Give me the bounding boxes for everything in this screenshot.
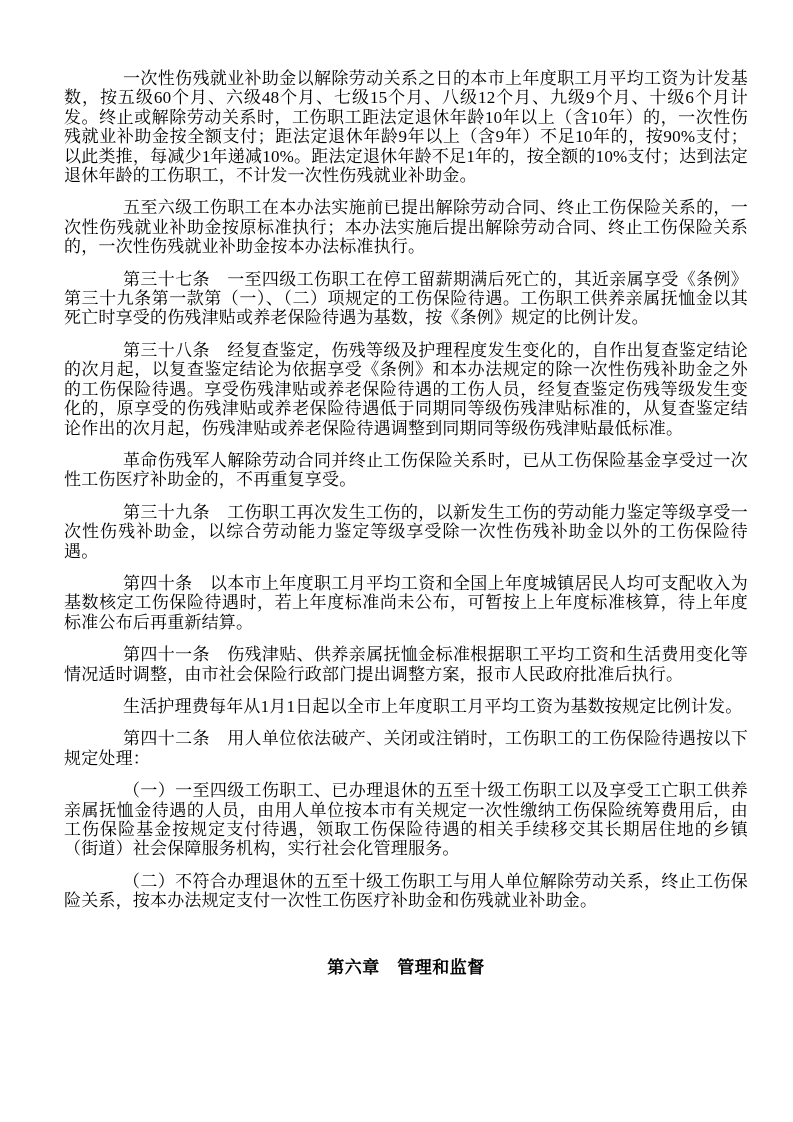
paragraph: 第四十二条 用人单位依法破产、关闭或注销时，工伤职工的工伤保险待遇按以下规定处理： (64, 729, 748, 768)
chapter-heading: 第六章 管理和监督 (327, 957, 485, 977)
paragraph: 一次性伤残就业补助金以解除劳动关系之日的本市上年度职工月平均工资为计发基数，按五级60个月、六级48个月、七级15个月、八级12个月、九级9个月、十级6个月计发。终止或解除劳动关系时，工伤职工距法定退休年龄10年以上（含10年）的，一次性伤残就业补助金按全额支付；距法定退休年龄9年以上（含9年）不足10年的，按90%支付；以此类推，每减少1年递减10%。距法定退休年龄不足1年的，按全额的10%支付；达到法定退休年龄的工伤职工，不计发一次性伤残就业补助金。 (64, 69, 748, 186)
paragraph: 第三十八条 经复查鉴定，伤残等级及护理程度发生变化的，自作出复查鉴定结论的次月起，以复查鉴定结论为依据享受《条例》和本办法规定的除一次性伤残补助金之外的工伤保险待遇。享受伤残津贴或养老保险待遇的工伤人员，经复查鉴定伤残等级发生变化的，原享受的伤残津贴或养老保险待遇低于同期同等级伤残津贴标准的，从复查鉴定结论作出的次月起，伤残津贴或养老保险待遇调整到同期同等级伤残津贴最低标准。 (64, 340, 748, 438)
paragraph: 五至六级工伤职工在本办法实施前已提出解除劳动合同、终止工伤保险关系的，一次性伤残就业补助金按原标准执行；本办法实施后提出解除劳动合同、终止工伤保险关系的，一次性伤残就业补助金按本办法标准执行。 (64, 198, 748, 257)
paragraph: （一）一至四级工伤职工、已办理退休的五至十级工伤职工以及享受工亡职工供养亲属抚恤金待遇的人员，由用人单位按本市有关规定一次性缴纳工伤保险统筹费用后，由工伤保险基金按规定支付待遇，领取工伤保险待遇的相关手续移交其长期居住地的乡镇（街道）社会保障服务机构，实行社会化管理服务。 (64, 781, 748, 859)
paragraph: 第四十一条 伤残津贴、供养亲属抚恤金标准根据职工平均工资和生活费用变化等情况适时调整，由市社会保险行政部门提出调整方案，报市人民政府批准后执行。 (64, 645, 748, 684)
paragraph: 第三十九条 工伤职工再次发生工伤的，以新发生工伤的劳动能力鉴定等级享受一次性伤残补助金，以综合劳动能力鉴定等级享受除一次性伤残补助金以外的工伤保险待遇。 (64, 502, 748, 561)
document-body (64, 69, 748, 911)
paragraph: 生活护理费每年从1月1日起以全市上年度职工月平均工资为基数按规定比例计发。 (123, 696, 743, 716)
paragraph: 第四十条 以本市上年度职工月平均工资和全国上年度城镇居民人均可支配收入为基数核定工伤保险待遇时，若上年度标准尚未公布，可暂按上上年度标准核算，待上年度标准公布后再重新结算。 (64, 573, 748, 632)
paragraph: （二）不符合办理退休的五至十级工伤职工与用人单位解除劳动关系，终止工伤保险关系，按本办法规定支付一次性工伤医疗补助金和伤残就业补助金。 (64, 871, 748, 911)
paragraph: 革命伤残军人解除劳动合同并终止工伤保险关系时，已从工伤保险基金享受过一次性工伤医疗补助金的，不再重复享受。 (64, 450, 748, 490)
paragraph: 第三十七条 一至四级工伤职工在停工留薪期满后死亡的，其近亲属享受《条例》第三十九条第一款第（一）、（二）项规定的工伤保险待遇。工伤职工供养亲属抚恤金以其死亡时享受的伤残津贴或养老保险待遇为基数，按《条例》规定的比例计发。 (64, 269, 748, 328)
